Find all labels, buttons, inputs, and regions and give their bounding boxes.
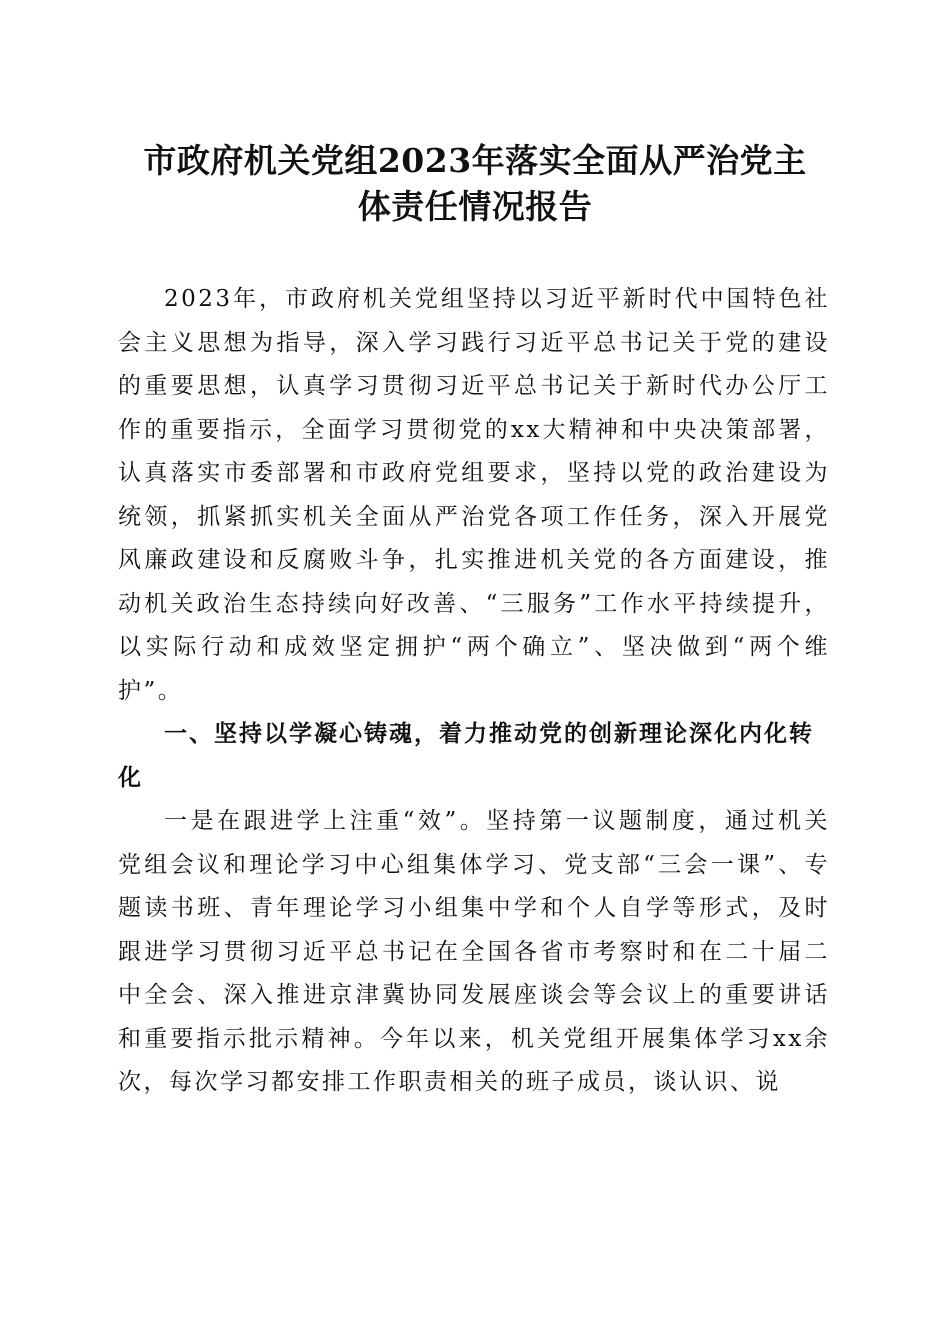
- title-line-1: 市政府机关党组2023年落实全面从严治党主: [143, 141, 807, 180]
- section-1-paragraph-1: 一是在跟进学上注重“效”。坚持第一议题制度，通过机关党组会议和理论学习中心组集体学习、党支部“三会一课”、专题读书班、青年理论学习小组集中学和个人自学等形式，及时跟进学习贯彻习近平总书记在全国各省市考察时和在二十届二中全会、深入推进京津冀协同发展座谈会等会议上的重要讲话和重要指示批示精神。今年以来，机关党组开展集体学习xx余次，每次学习都安排工作职责相关的班子成员，谈认识、说: [118, 808, 830, 1095]
- title-line-2: 体责任情况报告: [357, 187, 593, 226]
- document-title: [110, 138, 840, 230]
- intro-paragraph: 2023年，市政府机关党组坚持以习近平新时代中国特色社会主义思想为指导，深入学习践行习近平总书记关于党的建设的重要思想，认真学习贯彻习近平总书记关于新时代办公厅工作的重要指示，全面学习贯彻党的xx大精神和中央决策部署，认真落实市委部署和市政府党组要求，坚持以党的政治建设为统领，抓紧抓实机关全面从严治党各项工作任务，深入开展党风廉政建设和反腐败斗争，扎实推进机关党的各方面建设，推动机关政治生态持续向好改善、“三服务”工作水平持续提升，以实际行动和成效坚定拥护“两个确立”、坚决做到“两个维护”。: [118, 286, 830, 704]
- document-body: [118, 278, 830, 1105]
- section-heading-1: 一、坚持以学凝心铸魂，着力推动党的创新理论深化内化转化: [118, 721, 814, 791]
